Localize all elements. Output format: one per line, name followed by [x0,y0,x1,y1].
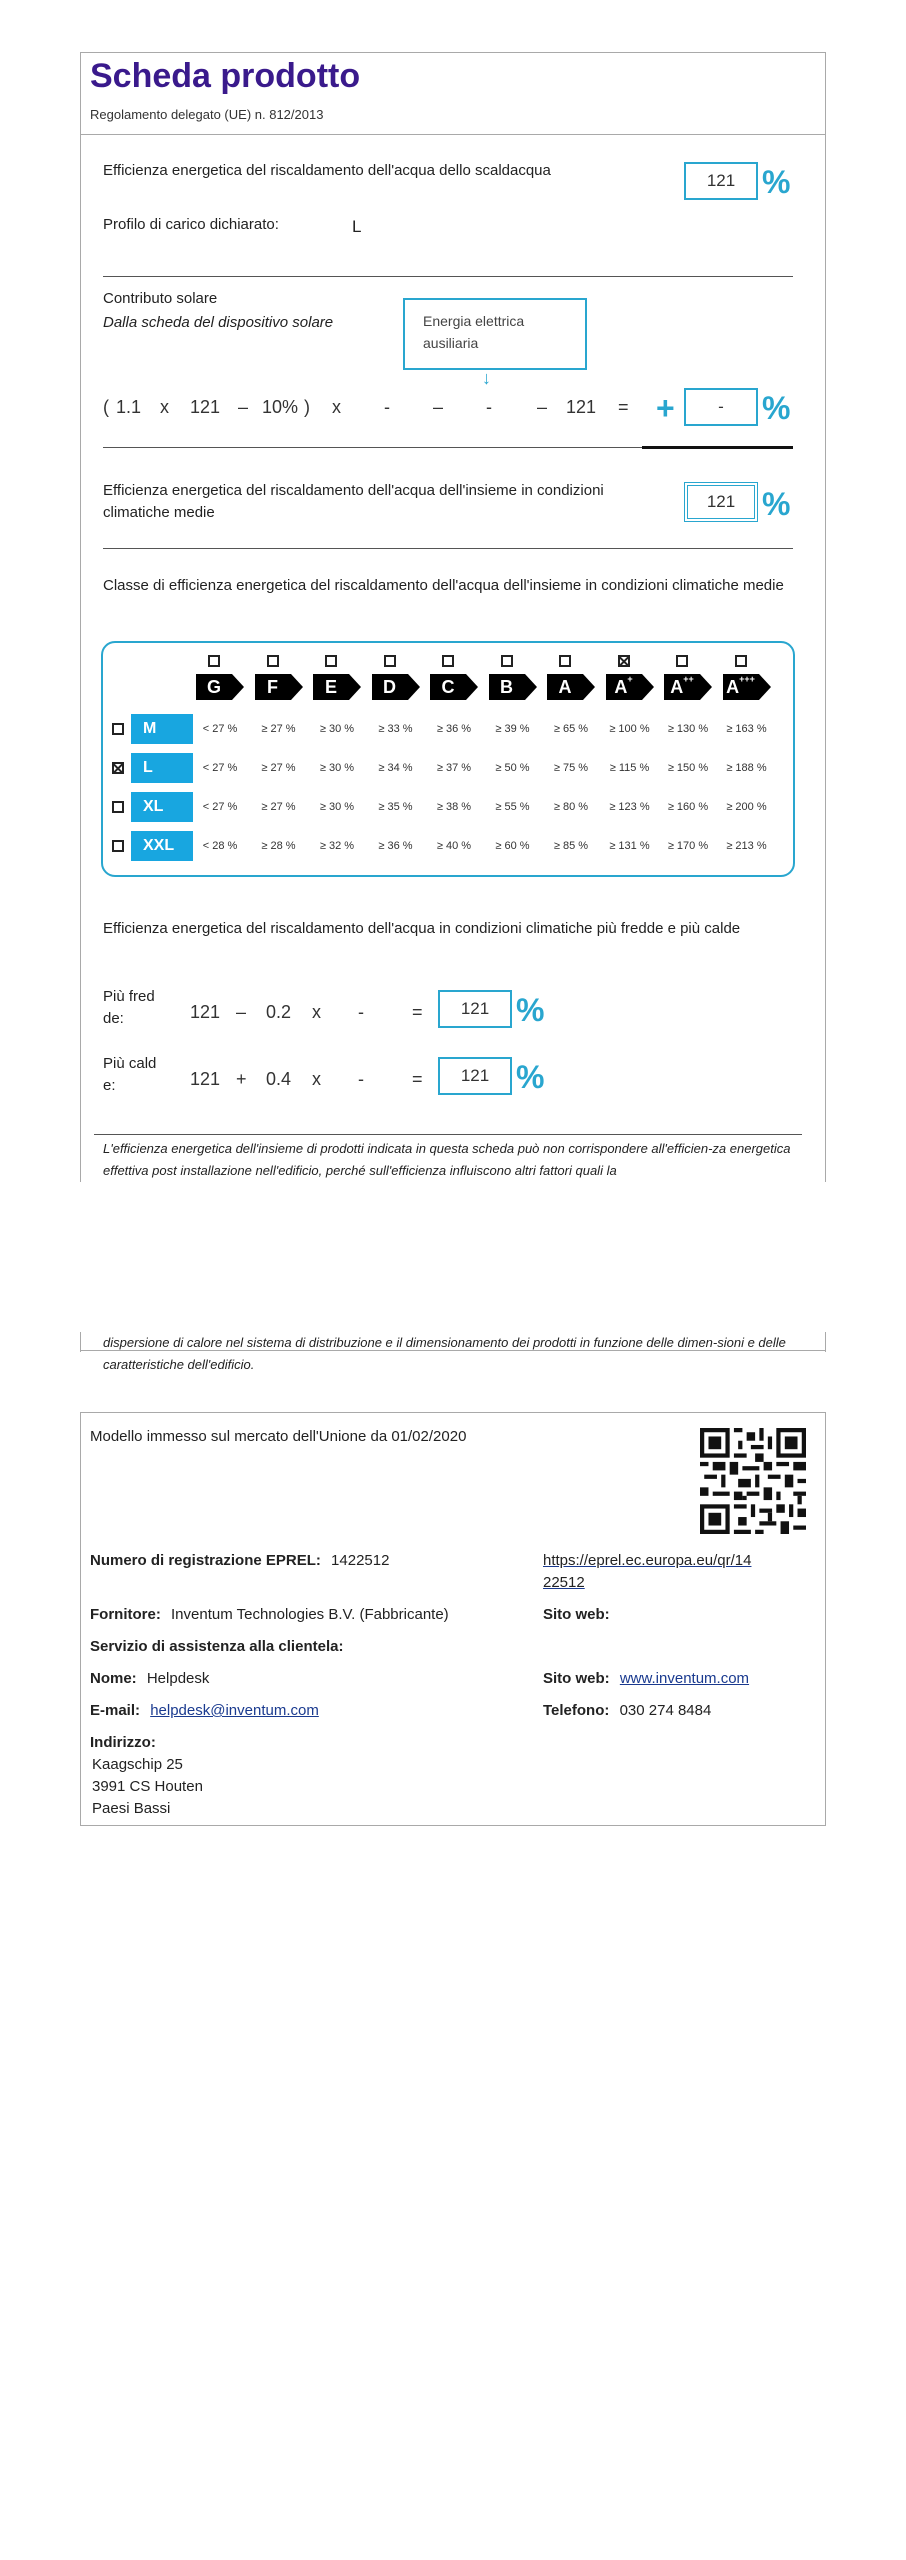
threshold-cell: ≥ 85 % [553,840,589,852]
qr-code-icon [700,1428,806,1534]
aux-energy-box [403,298,587,370]
load-profile-label: Profilo di carico dichiarato: [103,216,279,233]
formula-eq: = [618,397,629,417]
class-checkbox[interactable] [676,655,688,667]
phone-value: 030 274 8484 [619,1702,712,1719]
class-checkbox[interactable] [267,655,279,667]
colder-c: - [358,1002,364,1022]
size-label: XL [131,792,193,822]
threshold-cell: ≥ 39 % [495,723,530,735]
formula-d1: - [384,397,390,417]
formula-open: ( [103,397,109,417]
threshold-cell: ≥ 213 % [726,840,767,852]
load-profile-value: L [352,217,362,236]
supplier-web-label: Sito web: [543,1606,610,1623]
divider-2-bold [642,446,793,449]
threshold-cell: ≥ 65 % [553,723,589,735]
threshold-cell: ≥ 40 % [436,840,472,852]
class-label: A+ [614,674,633,697]
disclaimer-box-edge [80,1350,826,1351]
class-label: E [324,677,337,697]
colder-x: x [312,1002,321,1022]
efficiency-label: Efficienza energetica del riscaldamento dell'acqua dello scaldacqua [103,162,551,179]
phone-row [543,1700,711,1722]
name-row [90,1668,209,1690]
class-arrow-tag [723,674,771,700]
threshold-cell: ≥ 34 % [378,762,413,774]
threshold-cell: ≥ 75 % [553,762,589,774]
service-label: Servizio di assistenza alla clientela: [90,1638,344,1655]
threshold-cell: ≥ 50 % [495,762,530,774]
aux-arrow-icon: ↓ [482,368,491,388]
threshold-cell: ≥ 170 % [667,840,709,852]
threshold-cell: < 27 % [202,801,238,813]
threshold-cell: < 27 % [202,762,238,774]
threshold-cell: ≥ 27 % [261,762,296,774]
class-arrow-tag [255,674,303,700]
warmer-label: Più cald e: [103,1055,157,1094]
combined-value-box: 121 [684,482,758,522]
formula-e: 121 [566,397,597,417]
class-label: G [206,677,221,697]
threshold-cell: ≥ 30 % [319,723,355,735]
regulation-text: Regolamento delegato (UE) n. 812/2013 [90,107,324,122]
class-checkbox[interactable] [325,655,337,667]
disclaimer-part-1: L'efficienza energetica dell'insieme di prodotti indicata in questa scheda può non corrispondere all'efficien-za energetica effettiva post installazione nell'edificio, perché sull'efficienza influiscono altri fattori quali la [103,1141,791,1178]
combined-percent: % [762,486,791,522]
site-row [543,1668,749,1690]
class-label-sup: +++ [739,674,755,684]
colder-percent: % [516,992,545,1028]
threshold-cell: ≥ 32 % [319,840,355,852]
class-arrow-tag [313,674,361,700]
email-label: E-mail: [90,1702,141,1719]
solar-result-box: - [684,388,758,426]
formula-d4: – [537,397,548,417]
threshold-cell: ≥ 30 % [319,762,355,774]
threshold-cell: ≥ 55 % [495,801,530,813]
formula-close: ) [304,397,310,417]
supplier-value: Inventum Technologies B.V. (Fabbricante) [171,1606,449,1623]
class-label: D [383,677,396,697]
site-link[interactable]: www.inventum.com [619,1670,750,1687]
divider-1 [103,276,793,277]
colder-label: Più fred de: [103,988,155,1027]
address-label: Indirizzo: [90,1734,156,1751]
class-arrow-tag [606,674,654,700]
formula-minus1: – [238,397,249,417]
threshold-cell: ≥ 35 % [378,801,413,813]
size-checkbox[interactable] [112,840,124,852]
threshold-cell: ≥ 38 % [436,801,472,813]
threshold-cell: ≥ 160 % [667,801,709,813]
divider-4 [94,1134,802,1135]
threshold-cell: ≥ 27 % [261,723,296,735]
solar-title: Contributo solare [103,290,218,307]
class-label: A [558,677,572,697]
phone-label: Telefono: [543,1702,610,1719]
class-label-sup: ++ [683,674,694,684]
name-value: Helpdesk [146,1670,210,1687]
colder-op: – [236,1002,247,1022]
threshold-cell: ≥ 131 % [609,840,650,852]
threshold-cell: ≥ 200 % [726,801,767,813]
threshold-cell: ≥ 100 % [609,723,650,735]
name-label: Nome: [90,1670,137,1687]
class-arrow-tag [489,674,537,700]
formula-x2: x [332,397,341,417]
class-arrow-tag [196,674,244,700]
warmer-c: - [358,1069,364,1089]
warmer-result-box: 121 [438,1057,512,1095]
class-label: A++ [670,674,694,697]
disclaimer-box-bottom [80,1332,826,1352]
size-checkbox[interactable] [112,723,124,735]
colder-eq: = [412,1002,423,1022]
efficiency-value-box: 121 [684,162,758,200]
class-label: B [500,677,513,697]
eprel-value: 1422512 [331,1552,390,1569]
size-label: XXL [131,831,193,861]
size-label: L [131,753,193,783]
disclaimer-box-sides [80,1332,81,1352]
class-checkbox[interactable] [559,655,571,667]
disclaimer-part-2: dispersione di calore nel sistema di distribuzione e il dimensionamento dei prodotti in funzione delle dimen-sioni e delle caratteristiche dell'edificio. [103,1335,786,1372]
formula-a: 1.1 [116,397,142,417]
header-divider [80,134,826,135]
threshold-cell: ≥ 37 % [436,762,472,774]
supplier-label: Fornitore: [90,1606,161,1623]
colder-a: 121 [190,1002,221,1022]
threshold-cell: ≥ 80 % [553,801,589,813]
eprel-row [90,1550,389,1572]
class-arrow-tag [372,674,420,700]
eprel-link-2[interactable]: 22512 [543,1574,585,1591]
colder-b: 0.2 [266,1002,292,1022]
efficiency-percent: % [762,164,791,200]
class-label-sup: + [627,674,633,684]
threshold-cell: ≥ 28 % [261,840,296,852]
size-checkbox[interactable] [112,762,124,774]
class-checkbox[interactable] [442,655,454,667]
market-date: Modello immesso sul mercato dell'Unione da 01/02/2020 [90,1428,467,1445]
supplier-row [90,1604,449,1626]
formula-d2: – [433,397,444,417]
threshold-cell: ≥ 33 % [378,723,413,735]
size-label: M [131,714,193,744]
class-arrow-tag [547,674,595,700]
aux-energy-label: Energia elettrica ausiliaria [423,313,525,351]
class-label: C [441,677,455,697]
threshold-cell: ≥ 36 % [378,840,413,852]
warmer-x: x [312,1069,321,1089]
climate-label: Efficienza energetica del riscaldamento dell'acqua in condizioni climatiche più fredde e più calde [103,920,741,937]
address-line-2: 3991 CS Houten [92,1778,203,1795]
threshold-cell: ≥ 30 % [319,801,355,813]
threshold-cell: ≥ 60 % [495,840,530,852]
class-label: F [267,677,278,697]
email-link[interactable]: helpdesk@inventum.com [150,1702,319,1719]
plus-icon: + [656,390,675,426]
warmer-eq: = [412,1069,423,1089]
address-line-1: Kaagschip 25 [92,1756,183,1773]
threshold-cell: ≥ 150 % [667,762,709,774]
colder-result-box: 121 [438,990,512,1028]
class-checkbox[interactable] [384,655,396,667]
page-title: Scheda prodotto [90,57,361,95]
combined-label: Efficienza energetica del riscaldamento dell'acqua dell'insieme in condizioni climatiche medie [103,482,604,521]
site-label: Sito web: [543,1670,610,1687]
warmer-op: + [236,1069,247,1089]
threshold-cell: ≥ 27 % [261,801,296,813]
formula-b: 121 [190,397,221,417]
class-arrow-tag [430,674,478,700]
divider-3 [103,548,793,549]
solar-percent: % [762,390,791,426]
formula-d3: - [486,397,492,417]
warmer-percent: % [516,1059,545,1095]
class-checkbox[interactable] [501,655,513,667]
class-checkbox[interactable] [618,655,630,667]
size-checkbox[interactable] [112,801,124,813]
class-checkbox[interactable] [735,655,747,667]
eprel-label: Numero di registrazione EPREL: [90,1552,321,1569]
threshold-cell: < 27 % [202,723,238,735]
solar-subtitle: Dalla scheda del dispositivo solare [103,314,334,331]
warmer-b: 0.4 [266,1069,292,1089]
threshold-cell: ≥ 188 % [726,762,767,774]
threshold-cell: ≥ 36 % [436,723,472,735]
threshold-cell: ≥ 115 % [609,762,650,774]
class-checkbox[interactable] [208,655,220,667]
eprel-link-1[interactable]: https://eprel.ec.europa.eu/qr/14 [543,1552,752,1569]
class-label: Classe di efficienza energetica del riscaldamento dell'acqua dell'insieme in condizioni climatiche medie [103,577,784,594]
threshold-cell: < 28 % [202,840,238,852]
formula-x1: x [160,397,169,417]
class-arrow-tag [664,674,712,700]
threshold-cell: ≥ 130 % [667,723,709,735]
address-line-3: Paesi Bassi [92,1800,171,1817]
email-row [90,1700,319,1722]
threshold-cell: ≥ 123 % [609,801,650,813]
class-label: A+++ [726,674,755,697]
warmer-a: 121 [190,1069,221,1089]
threshold-cell: ≥ 163 % [726,723,767,735]
formula-c: 10% [262,397,299,417]
